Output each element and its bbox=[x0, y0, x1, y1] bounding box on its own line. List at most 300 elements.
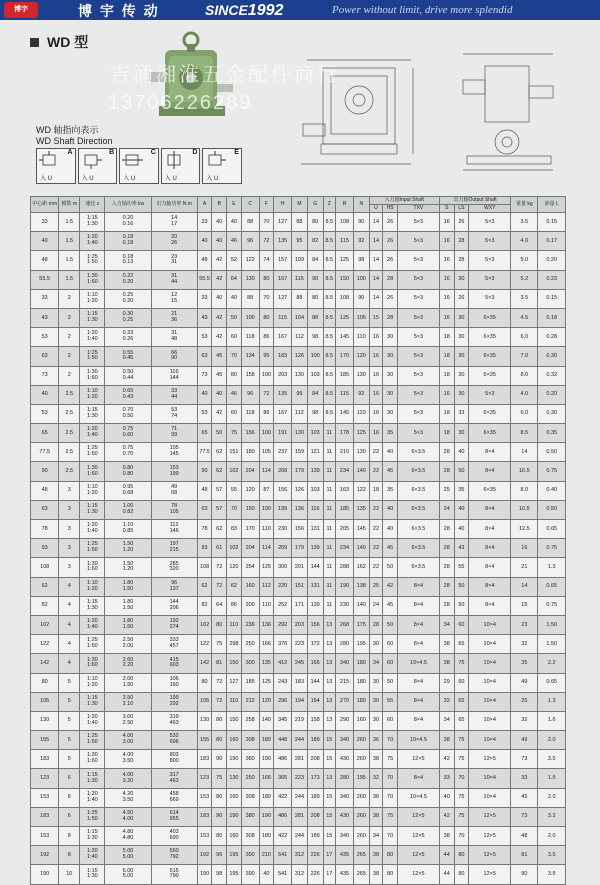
table-cell: 126 bbox=[292, 481, 308, 500]
table-cell: 230 bbox=[336, 596, 354, 615]
shaft-direction-title-en: WD Shaft Direction bbox=[36, 136, 113, 146]
table-cell: 30 bbox=[454, 308, 469, 327]
table-cell: 199 bbox=[274, 500, 292, 519]
table-cell: 199 292 bbox=[151, 692, 197, 711]
table-cell: 1:15 1:30 bbox=[80, 692, 105, 711]
shaft-direction-diagram bbox=[36, 148, 242, 184]
table-cell: 40 bbox=[383, 500, 398, 519]
table-cell: 38 bbox=[369, 750, 383, 769]
table-cell: 108 bbox=[31, 558, 59, 577]
table-cell: 60 bbox=[227, 404, 242, 423]
table-cell: 5×3 bbox=[469, 270, 511, 289]
table-cell: 154 bbox=[307, 692, 323, 711]
table-cell: 38 bbox=[369, 865, 383, 884]
table-cell: 40 bbox=[212, 289, 227, 308]
table-cell: 180 bbox=[259, 788, 274, 807]
table-cell: 280 bbox=[336, 769, 354, 788]
table-cell: 1:25 1:50 bbox=[80, 539, 105, 558]
table-cell: 0.65 bbox=[538, 673, 566, 692]
table-cell: 43 bbox=[197, 308, 212, 327]
table-cell: 28 bbox=[369, 615, 383, 634]
table-cell: 26 bbox=[383, 232, 398, 251]
table-cell: 403 690 bbox=[151, 827, 197, 846]
table-cell: 390 bbox=[241, 865, 259, 884]
table-cell: 3 bbox=[59, 539, 80, 558]
col-header: 重量 kg bbox=[511, 197, 538, 213]
table-cell: 183 bbox=[197, 807, 212, 826]
table-cell: 49 68 bbox=[151, 481, 197, 500]
table-cell: 190 bbox=[197, 865, 212, 884]
table-cell: 1:15 1:30 bbox=[80, 769, 105, 788]
table-cell: 0.17 bbox=[538, 232, 566, 251]
table-cell: 112 146 bbox=[151, 520, 197, 539]
table-cell: 25 bbox=[439, 481, 454, 500]
table-cell: 173 bbox=[307, 769, 323, 788]
col-header: E bbox=[227, 197, 242, 213]
table-cell: 265 bbox=[353, 846, 369, 865]
table-cell: 0.65 bbox=[538, 577, 566, 596]
table-cell: 254 bbox=[241, 558, 259, 577]
table-cell: 53 bbox=[197, 404, 212, 423]
table-cell: 155 bbox=[197, 731, 212, 750]
table-row bbox=[31, 366, 566, 385]
table-cell: 183 bbox=[292, 673, 308, 692]
table-cell: 53 bbox=[31, 404, 59, 423]
table-cell: 70 bbox=[383, 769, 398, 788]
col-header: 模数 m bbox=[59, 197, 80, 213]
table-cell: 160 bbox=[227, 827, 242, 846]
col-header: C bbox=[241, 197, 259, 213]
table-cell: 6.0 bbox=[511, 404, 538, 423]
table-cell: 167 bbox=[274, 328, 292, 347]
table-cell: 75 bbox=[383, 807, 398, 826]
table-cell: 1:10 1:20 bbox=[80, 385, 105, 404]
table-cell: 151 bbox=[292, 577, 308, 596]
table-cell: 0.75 0.70 bbox=[105, 443, 151, 462]
table-cell: 8×4 bbox=[397, 769, 439, 788]
table-cell: 34 bbox=[439, 711, 454, 730]
table-cell: 166 bbox=[259, 769, 274, 788]
table-cell: 3.5 bbox=[538, 846, 566, 865]
table-cell: 13 bbox=[323, 769, 336, 788]
table-cell: 308 bbox=[241, 788, 259, 807]
table-cell: 16 bbox=[369, 328, 383, 347]
table-cell: 1:20 1:40 bbox=[80, 328, 105, 347]
col-header: 中心距 mm bbox=[31, 197, 59, 213]
table-cell: 80 bbox=[212, 788, 227, 807]
table-cell: 1:20 1:40 bbox=[80, 615, 105, 634]
table-cell: 8.5 bbox=[323, 404, 336, 423]
table-cell: 317 463 bbox=[151, 769, 197, 788]
table-cell: 0.75 0.60 bbox=[105, 424, 151, 443]
table-cell: 1.00 0.82 bbox=[105, 500, 151, 519]
table-cell: 180 bbox=[259, 827, 274, 846]
col-header: M bbox=[292, 197, 308, 213]
table-cell: 0.50 0.44 bbox=[105, 366, 151, 385]
col-subheader: TXV bbox=[397, 205, 439, 213]
table-cell: 197 215 bbox=[151, 539, 197, 558]
table-cell: 11 bbox=[323, 443, 336, 462]
table-cell: 98 bbox=[307, 404, 323, 423]
table-cell: 90 bbox=[307, 270, 323, 289]
table-cell: 4 bbox=[59, 577, 80, 596]
table-cell: 80 bbox=[227, 366, 242, 385]
table-cell: 130 bbox=[227, 769, 242, 788]
table-cell: 86 bbox=[259, 404, 274, 423]
table-cell: 77.5 bbox=[197, 443, 212, 462]
table-cell: 245 bbox=[292, 654, 308, 673]
table-cell: 270 bbox=[336, 692, 354, 711]
table-cell: 109 bbox=[292, 251, 308, 270]
col-header: N bbox=[353, 197, 369, 213]
direction-c: C 入 U bbox=[119, 148, 159, 184]
table-cell: 15 bbox=[323, 731, 336, 750]
table-cell: 10×4 bbox=[469, 769, 511, 788]
table-cell: 4 bbox=[59, 654, 80, 673]
table-cell: 138 bbox=[353, 577, 369, 596]
col-header: B bbox=[212, 197, 227, 213]
table-cell: 106 160 bbox=[151, 673, 197, 692]
table-cell: 38 bbox=[369, 807, 383, 826]
table-cell: 18 bbox=[439, 366, 454, 385]
table-cell: 45 bbox=[383, 539, 398, 558]
table-cell: 35 bbox=[383, 481, 398, 500]
table-cell: 57 bbox=[212, 500, 227, 519]
table-cell: 46 bbox=[227, 232, 242, 251]
brand-logo: 博宇 bbox=[4, 2, 38, 18]
table-cell: 28 bbox=[439, 443, 454, 462]
watermark-text: 吉涌湘淮五金配件商行 bbox=[110, 64, 340, 86]
table-cell: 0.32 bbox=[538, 366, 566, 385]
table-cell: 2 bbox=[59, 289, 80, 308]
table-cell: 5×3 bbox=[397, 232, 439, 251]
table-cell: 43 bbox=[31, 308, 59, 327]
table-cell: 5 bbox=[59, 731, 80, 750]
table-cell: 50 bbox=[454, 462, 469, 481]
table-cell: 4.20 3.50 bbox=[105, 788, 151, 807]
table-cell: 1.10 0.85 bbox=[105, 520, 151, 539]
table-cell: 15 bbox=[511, 596, 538, 615]
table-cell: 30 bbox=[383, 385, 398, 404]
table-cell: 1.5 bbox=[538, 769, 566, 788]
table-cell: 208 bbox=[307, 750, 323, 769]
table-cell: 48 bbox=[511, 827, 538, 846]
table-cell: 171 bbox=[292, 596, 308, 615]
table-cell: 153 bbox=[31, 827, 59, 846]
table-cell: 1:15 1:30 bbox=[80, 404, 105, 423]
table-cell: 92 bbox=[353, 232, 369, 251]
table-cell: 40 bbox=[227, 213, 242, 232]
table-cell: 390 bbox=[241, 846, 259, 865]
table-cell: 16 bbox=[369, 385, 383, 404]
table-cell: 28 bbox=[439, 577, 454, 596]
table-cell: 81 bbox=[212, 654, 227, 673]
table-body bbox=[31, 213, 566, 885]
table-cell: 31 44 bbox=[151, 270, 197, 289]
table-cell: 3 bbox=[59, 520, 80, 539]
table-cell: 96 bbox=[212, 846, 227, 865]
table-cell: 88 bbox=[241, 213, 259, 232]
table-cell: 99 bbox=[292, 385, 308, 404]
table-cell: 12×5 bbox=[469, 807, 511, 826]
table-cell: 10×4.5 bbox=[397, 654, 439, 673]
table-cell: 8×4 bbox=[397, 577, 439, 596]
table-cell: 42 bbox=[212, 270, 227, 289]
table-cell: 12×5 bbox=[469, 865, 511, 884]
table-cell: 32 bbox=[511, 711, 538, 730]
table-cell: 70 bbox=[383, 827, 398, 846]
table-cell: 144 bbox=[307, 673, 323, 692]
table-cell: 5×3 bbox=[397, 385, 439, 404]
table-cell: 156 bbox=[292, 520, 308, 539]
table-cell: 5.0 bbox=[511, 251, 538, 270]
table-cell: 42 bbox=[383, 577, 398, 596]
table-cell: 190 bbox=[336, 577, 354, 596]
table-cell: 78 bbox=[197, 520, 212, 539]
table-cell: 123 bbox=[197, 769, 212, 788]
table-row bbox=[31, 251, 566, 270]
table-cell: 234 bbox=[336, 539, 354, 558]
table-cell: 189 bbox=[307, 827, 323, 846]
table-cell: 3 bbox=[59, 500, 80, 519]
table-cell: 192 274 bbox=[151, 615, 197, 634]
side-view-drawing bbox=[445, 40, 565, 175]
table-cell: 6.00 5.00 bbox=[105, 865, 151, 884]
table-cell: 74 bbox=[259, 251, 274, 270]
table-cell: 10×4 bbox=[469, 673, 511, 692]
table-cell: 10×4 bbox=[469, 654, 511, 673]
table-cell: 40 bbox=[31, 232, 59, 251]
table-cell: 64 bbox=[227, 270, 242, 289]
table-cell: 110 bbox=[259, 520, 274, 539]
table-row bbox=[31, 481, 566, 500]
table-cell: 48 bbox=[31, 481, 59, 500]
table-cell: 127 bbox=[274, 289, 292, 308]
table-cell: 65 bbox=[454, 711, 469, 730]
table-cell: 1.6 bbox=[538, 711, 566, 730]
table-cell: 8.5 bbox=[323, 270, 336, 289]
table-cell: 50 bbox=[212, 424, 227, 443]
table-cell: 62 bbox=[212, 520, 227, 539]
table-cell: 5 bbox=[59, 673, 80, 692]
table-cell: 6×3.5 bbox=[397, 481, 439, 500]
table-cell: 4 bbox=[59, 596, 80, 615]
table-cell: 2.0 bbox=[538, 788, 566, 807]
table-cell: 0.50 bbox=[538, 443, 566, 462]
table-cell: 108 bbox=[336, 289, 354, 308]
table-cell: 541 bbox=[274, 865, 292, 884]
table-cell: 156 bbox=[241, 424, 259, 443]
col-header: 速比 z bbox=[80, 197, 105, 213]
table-cell: 0.55 0.45 bbox=[105, 347, 151, 366]
table-cell: 12.5 bbox=[511, 520, 538, 539]
table-cell: 100 bbox=[241, 308, 259, 327]
table-cell: 185 bbox=[336, 366, 354, 385]
table-cell: 127 bbox=[274, 213, 292, 232]
table-cell: 16.5 bbox=[511, 462, 538, 481]
table-cell: 1:15 1:30 bbox=[80, 865, 105, 884]
table-cell: 112 bbox=[259, 577, 274, 596]
table-cell: 1.50 1.20 bbox=[105, 539, 151, 558]
table-cell: 14 bbox=[369, 251, 383, 270]
table-cell: 28 bbox=[454, 232, 469, 251]
table-cell: 66 90 bbox=[151, 347, 197, 366]
table-cell: 14 17 bbox=[151, 213, 197, 232]
table-cell: 38 bbox=[439, 654, 454, 673]
table-cell: 40 bbox=[383, 520, 398, 539]
table-cell: 6×3.5 bbox=[397, 462, 439, 481]
table-row bbox=[31, 654, 566, 673]
table-cell: 44 bbox=[439, 865, 454, 884]
table-cell: 50 bbox=[383, 558, 398, 577]
table-cell: 8×4 bbox=[469, 558, 511, 577]
table-cell: 1:20 1:40 bbox=[80, 424, 105, 443]
table-cell: 541 bbox=[274, 846, 292, 865]
table-cell: 5.00 5.00 bbox=[105, 846, 151, 865]
col-header: 入力轴功率 kw bbox=[105, 197, 151, 213]
table-cell: 260 bbox=[353, 788, 369, 807]
table-cell: 75 bbox=[454, 654, 469, 673]
table-cell: 12×5 bbox=[469, 750, 511, 769]
table-cell: 236 bbox=[241, 615, 259, 634]
table-cell: 22 bbox=[369, 443, 383, 462]
table-cell: 92 bbox=[353, 385, 369, 404]
table-cell: 55.5 bbox=[31, 270, 59, 289]
table-cell: 115 bbox=[274, 308, 292, 327]
table-cell: 30 bbox=[369, 673, 383, 692]
table-cell: 40 bbox=[31, 385, 59, 404]
table-cell: 3 bbox=[59, 481, 80, 500]
table-cell: 88 bbox=[292, 289, 308, 308]
table-cell: 63 bbox=[31, 347, 59, 366]
table-cell: 6×35 bbox=[469, 308, 511, 327]
table-cell: 18 bbox=[439, 347, 454, 366]
table-cell: 33 bbox=[31, 289, 59, 308]
table-cell: 40 bbox=[259, 865, 274, 884]
table-cell: 10.5 bbox=[511, 500, 538, 519]
table-cell: 8.5 bbox=[323, 385, 336, 404]
table-cell: 189 bbox=[307, 788, 323, 807]
table-cell: 80 bbox=[259, 308, 274, 327]
table-cell: 96 137 bbox=[151, 577, 197, 596]
table-cell: 5×3 bbox=[397, 308, 439, 327]
table-cell: 98 bbox=[212, 865, 227, 884]
table-cell: 22 bbox=[369, 462, 383, 481]
table-cell: 201 bbox=[292, 558, 308, 577]
table-cell: 8×4 bbox=[469, 500, 511, 519]
table-cell: 42 bbox=[439, 807, 454, 826]
table-cell: 16 bbox=[439, 232, 454, 251]
table-cell: 86 bbox=[227, 596, 242, 615]
table-cell: 365 bbox=[274, 769, 292, 788]
table-cell: 105 bbox=[197, 692, 212, 711]
table-cell: 5×3 bbox=[397, 404, 439, 423]
table-cell: 15 bbox=[323, 827, 336, 846]
table-cell: 8 bbox=[59, 846, 80, 865]
table-cell: 226 bbox=[307, 865, 323, 884]
table-cell: 42 bbox=[439, 750, 454, 769]
table-cell: 5×3 bbox=[469, 289, 511, 308]
table-cell: 166 bbox=[259, 635, 274, 654]
table-cell: 43 bbox=[454, 539, 469, 558]
table-cell: 8×4 bbox=[469, 520, 511, 539]
table-cell: 120 bbox=[353, 347, 369, 366]
table-cell: 150 bbox=[227, 711, 242, 730]
table-cell: 234 bbox=[336, 462, 354, 481]
table-cell: 4.0 bbox=[511, 232, 538, 251]
table-cell: 1:30 1:60 bbox=[80, 366, 105, 385]
table-cell: 22 bbox=[369, 539, 383, 558]
table-cell: 292 bbox=[274, 615, 292, 634]
table-cell: 183 bbox=[274, 347, 292, 366]
table-cell: 15 bbox=[323, 807, 336, 826]
title-row bbox=[30, 32, 88, 52]
table-row bbox=[31, 213, 566, 232]
table-cell: 7.0 bbox=[511, 347, 538, 366]
table-cell: 250 bbox=[241, 635, 259, 654]
table-cell: 22 bbox=[369, 520, 383, 539]
table-cell: 1.80 1.50 bbox=[105, 615, 151, 634]
table-cell: 290 bbox=[336, 711, 354, 730]
table-cell: 16 bbox=[439, 213, 454, 232]
table-row bbox=[31, 500, 566, 519]
table-cell: 8×4 bbox=[397, 692, 439, 711]
table-cell: 6×3.5 bbox=[397, 500, 439, 519]
table-cell: 12×5 bbox=[397, 807, 439, 826]
shaft-direction-icon bbox=[37, 149, 63, 171]
table-cell: 30 bbox=[369, 692, 383, 711]
table-cell: 139 bbox=[307, 462, 323, 481]
table-cell: 21 bbox=[511, 558, 538, 577]
table-cell: 8.5 bbox=[323, 289, 336, 308]
table-cell: 100 bbox=[259, 366, 274, 385]
table-cell: 45 bbox=[383, 596, 398, 615]
table-cell: 244 bbox=[292, 731, 308, 750]
table-cell: 103 bbox=[307, 366, 323, 385]
table-cell: 160 bbox=[241, 577, 259, 596]
table-cell: 96 bbox=[241, 232, 259, 251]
table-cell: 65 bbox=[454, 692, 469, 711]
table-cell: 11 bbox=[323, 481, 336, 500]
table-cell: 6 bbox=[59, 788, 80, 807]
table-cell: 122 bbox=[31, 635, 59, 654]
table-cell: 125 bbox=[336, 308, 354, 327]
table-cell: 192 bbox=[31, 846, 59, 865]
table-cell: 102 bbox=[227, 462, 242, 481]
table-cell: 5×3 bbox=[397, 347, 439, 366]
table-cell: 210 bbox=[259, 846, 274, 865]
table-cell: 103 bbox=[307, 424, 323, 443]
table-row bbox=[31, 443, 566, 462]
table-cell: 1:15 1:30 bbox=[80, 596, 105, 615]
table-cell: 1.5 bbox=[59, 232, 80, 251]
table-cell: 191 bbox=[274, 424, 292, 443]
table-cell: 139 bbox=[307, 596, 323, 615]
table-cell: 260 bbox=[353, 827, 369, 846]
table-cell: 1:20 1:40 bbox=[80, 520, 105, 539]
table-cell: 13 bbox=[323, 711, 336, 730]
table-cell: 110 bbox=[353, 404, 369, 423]
table-cell: 160 bbox=[353, 711, 369, 730]
table-cell: 14 bbox=[369, 270, 383, 289]
table-cell: 26 bbox=[383, 251, 398, 270]
table-row bbox=[31, 232, 566, 251]
table-cell: 8×4 bbox=[397, 635, 439, 654]
table-cell: 1:25 1:50 bbox=[80, 443, 105, 462]
table-cell: 114 bbox=[259, 462, 274, 481]
table-cell: 90 bbox=[31, 462, 59, 481]
table-cell: 2 bbox=[59, 366, 80, 385]
